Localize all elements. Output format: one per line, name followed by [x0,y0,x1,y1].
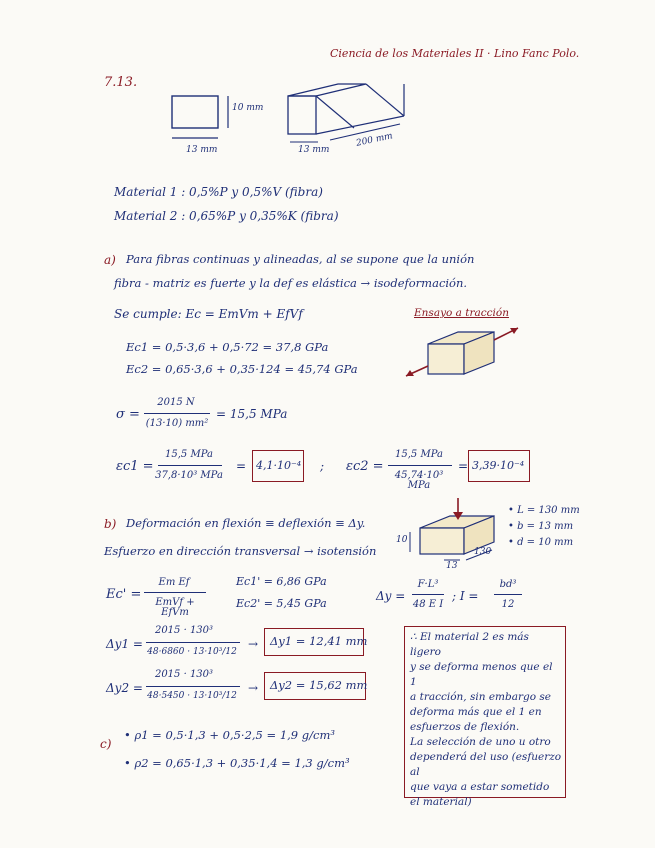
sigma-denominator: (13·10) mm² [145,418,209,429]
eps1-denominator: 37,8·10³ MPa [155,470,223,481]
dy1-numerator: 2015 · 130³ [154,625,214,636]
part-c-label: c) [100,737,112,751]
density-1: • ρ1 = 0,5·1,3 + 0,5·2,5 = 1,9 g/cm³ [124,728,335,742]
eps1-fraction-bar [158,465,222,466]
conclusion-line: dependerá del uso (esfuerzo al [410,751,562,778]
dim-length-label: 200 mm [355,131,394,149]
ec1-prime: Ec1' = 6,86 GPa [236,575,327,588]
conclusion-line: y se deforma menos que el 1 [410,661,553,688]
eps2-fraction-bar [388,465,452,466]
deflection-fraction-bar [412,594,444,595]
tensile-test-label: Ensayo a tracción [414,307,509,319]
sigma-fraction-bar [144,413,210,414]
dim-height-label: 10 mm [232,103,264,113]
part-a-label: a) [104,253,116,267]
tension-bar-front [428,344,464,374]
dim-width-label-left: 13 mm [186,145,218,155]
param-b: • b = 13 mm [508,521,574,532]
ec-prime-numerator: Em Ef [158,577,190,588]
bend-bar-front [420,528,464,554]
page-header-title: Ciencia de los Materiales II · Lino Fanc Polo. [330,47,580,60]
inertia-lhs: ; I = [452,589,479,603]
part-b-label: b) [104,517,117,531]
eps2-result: 3,39·10⁻⁴ [472,459,525,472]
eps2-numerator: 15,5 MPa [395,449,443,460]
density-2: • ρ2 = 0,65·1,3 + 0,35·1,4 = 1,3 g/cm³ [124,756,350,770]
dy2-arrow: → [248,681,259,695]
conclusion-line: que vaya a estar sometido [410,781,550,793]
eps2-denominator: 45,74·10³ MPa [394,470,444,491]
eps1-equals: = [236,459,247,473]
material-2-line: Material 2 : 0,65%P y 0,35%K (fibra) [114,209,339,223]
ec2-line: Ec2 = 0,65·3,6 + 0,35·124 = 45,74 GPa [126,362,358,376]
conclusion-text [410,630,562,810]
part-a-text-2: fibra - matriz es fuerte y la def es elástica → isodeformación. [114,276,468,290]
eps1-lhs: εc1 = [116,459,154,474]
dy1-lhs: Δy1 = [106,637,143,651]
sigma-lhs: σ = [116,407,140,422]
bend-fig-10: 10 [396,535,408,545]
dy2-numerator: 2015 · 130³ [154,669,214,680]
deflection-denominator: 48 E I [412,599,444,610]
sigma-result: = 15,5 MPa [216,407,288,421]
material-1-line: Material 1 : 0,5%P y 0,5%V (fibra) [114,185,323,199]
ec-prime-denominator: EmVf + EfVm [155,597,195,618]
eps2-lhs: εc2 = [346,459,384,474]
dy2-fraction-bar [146,686,240,687]
bar-front-face [288,96,316,134]
sigma-numerator: 2015 N [157,397,195,408]
ec2-prime: Ec2' = 5,45 GPa [236,597,327,610]
dy2-result: Δy2 = 15,62 mm [270,678,368,692]
dy1-result: Δy1 = 12,41 mm [270,634,368,648]
conclusion-line: ∴ El material 2 es más ligero [410,631,529,658]
ec-prime-lhs: Ec' = [106,587,142,602]
problem-number: 7.13. [104,75,138,90]
dy1-fraction-bar [146,642,240,643]
part-b-text-1: Deformación en flexión ≡ deflexión ≡ Δy. [126,516,366,530]
bar-top-face [288,84,366,96]
bend-fig-130: 130 [474,547,492,557]
param-L: • L = 130 mm [508,505,580,516]
dy2-denominator: 48·5450 · 13·10³/12 [147,691,237,701]
rule-of-mixtures: Se cumple: Ec = EmVm + EfVf [114,307,303,321]
eps1-numerator: 15,5 MPa [165,449,213,460]
bend-fig-13: 13 [446,561,458,571]
ec1-line: Ec1 = 0,5·3,6 + 0,5·72 = 37,8 GPa [126,340,329,354]
conclusion-line: a tracción, sin embargo se [410,691,551,703]
deflection-numerator: F·L³ [417,579,439,590]
conclusion-line: el material) [410,796,472,808]
eps1-result: 4,1·10⁻⁴ [256,459,302,472]
part-b-text-2: Esfuerzo en dirección transversal → isotensión [104,544,377,558]
cross-section-rect [172,96,218,128]
eps-separator: ; [320,459,325,473]
inertia-numerator: bd³ [499,579,517,590]
dim-width-label-right: 13 mm [298,145,330,155]
ec-prime-fraction-bar [144,592,206,593]
eps2-equals: = [458,459,469,473]
dy1-arrow: → [248,637,259,651]
dy2-lhs: Δy2 = [106,681,143,695]
part-a-text-1: Para fibras continuas y alineadas, al se supone que la unión [126,252,475,266]
deflection-lhs: Δy = [376,589,406,603]
param-d: • d = 10 mm [508,537,574,548]
conclusion-line: esfuerzos de flexión. [410,721,520,733]
inertia-fraction-bar [494,594,522,595]
inertia-denominator: 12 [501,599,515,610]
conclusion-line: deforma más que el 1 en [410,706,542,718]
dy1-denominator: 48·6860 · 13·10³/12 [147,647,237,657]
conclusion-line: La selección de uno u otro [410,736,551,748]
